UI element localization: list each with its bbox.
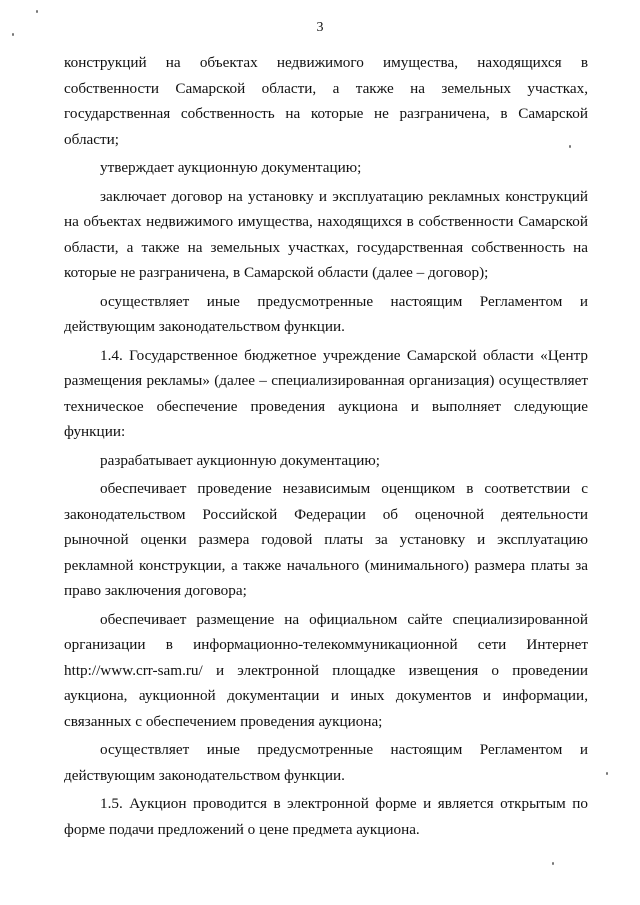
scan-speck bbox=[12, 33, 14, 36]
paragraph-ensures-appraisal: обеспечивает проведение независимым оценщиком в соответствии с законодательством Российской Федерации об оценочной деятельности рыночной оценки размера годовой платы за установку и эксплуатацию рекламной конструкции, а также начального (минимального) размера платы за право заключения договора; bbox=[64, 480, 588, 599]
paragraph-1-4: 1.4. Государственное бюджетное учреждение Самарской области «Центр размещения рекламы» (далее – специализированная организация) осуществляет техническое обеспечение проведения аукциона и выполняет следующие функции: bbox=[64, 346, 588, 440]
scan-speck bbox=[36, 10, 38, 13]
paragraph-1-5: 1.5. Аукцион проводится в электронной форме и является открытым по форме подачи предложений о цене предмета аукциона. bbox=[64, 795, 588, 838]
paragraph-other-functions: осуществляет иные предусмотренные настоящим Регламентом и действующим законодательством функции. bbox=[64, 292, 588, 335]
paragraph-ensures-publication: обеспечивает размещение на официальном сайте специализированной организации в информационно-телекоммуникационной сети Интернет http://www.crr-sam.ru/ и электронной площадке извещения о проведении аукциона, аукционной документации и иных документов и информации, связанных с обеспечением проведения аукциона; bbox=[64, 610, 588, 730]
scan-speck bbox=[606, 772, 608, 775]
paragraph-continuation: конструкций на объектах недвижимого имущества, находящихся в собственности Самарской области, а также на земельных участках, государственная собственность на которые не разграничена, в Самарской области; bbox=[64, 54, 588, 148]
scan-speck bbox=[552, 862, 554, 865]
scan-speck bbox=[569, 145, 571, 148]
paragraph-approves-documentation: утверждает аукционную документацию; bbox=[100, 159, 362, 176]
paragraph-develops-documentation: разрабатывает аукционную документацию; bbox=[100, 451, 380, 469]
paragraph-concludes-contract: заключает договор на установку и эксплуатацию рекламных конструкций на объектах недвижимого имущества, находящихся в собственности Самарской области, а также на земельных участках, государственная собственность на которые не разграничена, в Самарской области (далее – договор); bbox=[64, 187, 588, 281]
paragraph-other-functions-2: осуществляет иные предусмотренные настоящим Регламентом и действующим законодательством функции. bbox=[64, 741, 588, 784]
page-number: 3 bbox=[316, 20, 324, 35]
document-body bbox=[64, 50, 588, 845]
